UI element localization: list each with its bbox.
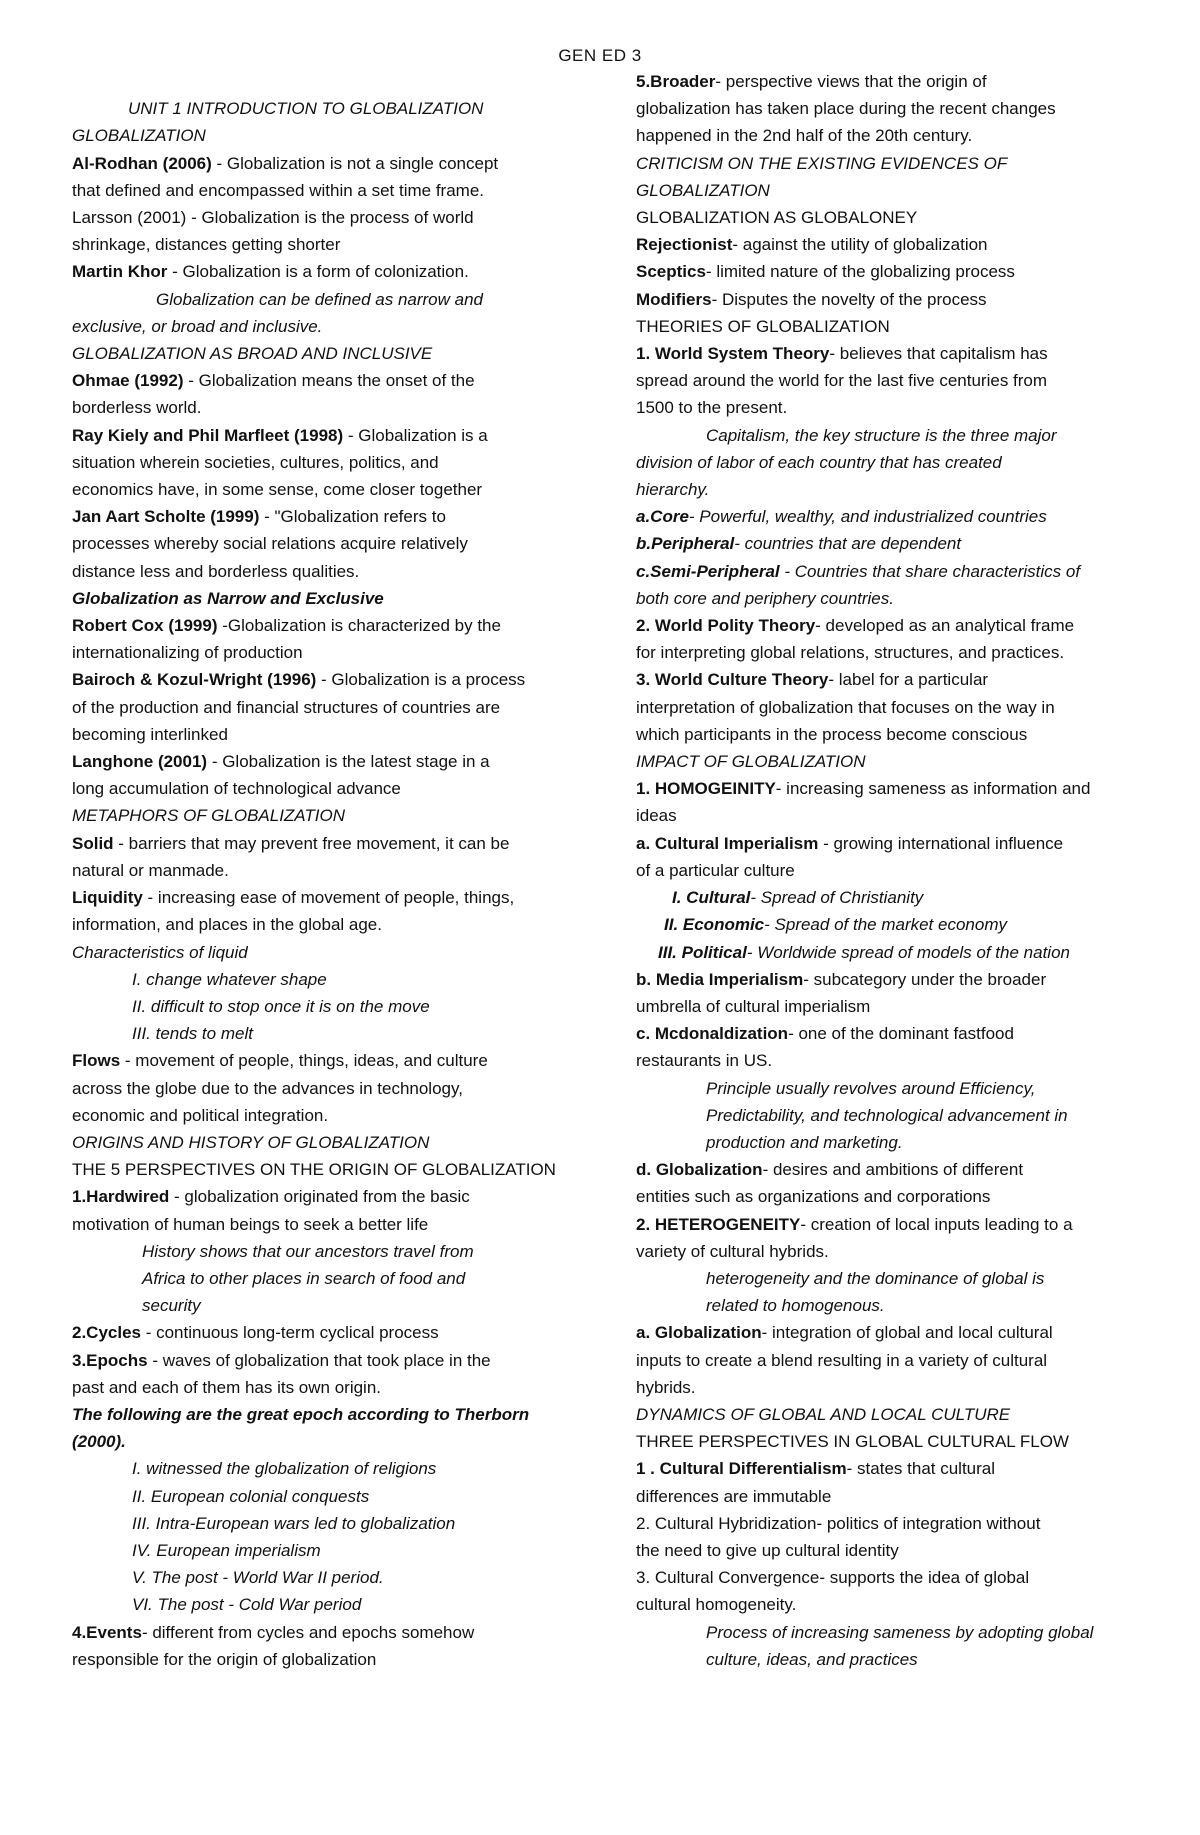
text-line (636, 1347, 1136, 1374)
text-line (72, 1455, 572, 1482)
line-text: distance less and borderless qualities. (72, 561, 360, 581)
line-text: for interpreting global relations, structures, and practices. (636, 643, 1065, 663)
text-line (636, 476, 1136, 503)
text-line (72, 503, 572, 530)
text-line (72, 639, 572, 666)
line-text: Globalization as Narrow and Exclusive (72, 588, 384, 608)
text-line (72, 585, 572, 612)
text-line (636, 966, 1136, 993)
term-label: a.Core (636, 507, 689, 527)
text-line (72, 1401, 572, 1428)
text-line (636, 150, 1136, 177)
line-text: - Countries that share characteristics of (779, 561, 1081, 581)
line-text: both core and periphery countries. (636, 588, 894, 608)
line-text: - growing international influence (818, 833, 1064, 853)
text-line (72, 313, 572, 340)
line-text: that defined and encompassed within a set time frame. (72, 180, 485, 200)
term-label: Sceptics (636, 262, 706, 282)
line-text: - developed as an analytical frame (815, 616, 1075, 636)
line-text: History shows that our ancestors travel from (142, 1241, 474, 1261)
line-text: culture, ideas, and practices (706, 1649, 918, 1669)
term-label: 2. HETEROGENEITY (636, 1214, 801, 1234)
text-line (636, 993, 1136, 1020)
line-text: III. tends to melt (132, 1024, 253, 1044)
line-text: - desires and ambitions of different (762, 1160, 1024, 1180)
line-text: - creation of local inputs leading to a (800, 1214, 1073, 1234)
line-text: past and each of them has its own origin. (72, 1377, 382, 1397)
text-line (72, 1564, 572, 1591)
line-text: Characteristics of liquid (72, 942, 248, 962)
text-line (72, 694, 572, 721)
text-line (636, 1047, 1136, 1074)
term-label: Flows (72, 1051, 121, 1071)
line-text: Predictability, and technological advancement in (706, 1105, 1068, 1125)
line-text: globalization has taken place during the recent changes (636, 99, 1056, 119)
line-text: 3. Cultural Convergence- supports the idea of global (636, 1568, 1030, 1588)
text-line (636, 721, 1136, 748)
line-text: CRITICISM ON THE EXISTING EVIDENCES OF (636, 153, 1008, 173)
line-text: VI. The post - Cold War period (132, 1595, 362, 1615)
text-line (636, 612, 1136, 639)
line-text: of a particular culture (636, 860, 795, 880)
left-column (72, 68, 572, 1673)
line-text: - globalization originated from the basic (169, 1187, 470, 1207)
text-line (72, 68, 572, 95)
line-text: ideas (636, 806, 677, 826)
text-line (636, 694, 1136, 721)
term-label: 3.Epochs (72, 1350, 148, 1370)
text-line (636, 775, 1136, 802)
term-label: c. Mcdonaldization (636, 1024, 789, 1044)
term-label: 1. HOMOGEINITY (636, 779, 776, 799)
text-line (636, 1211, 1136, 1238)
line-text: entities such as organizations and corporations (636, 1187, 991, 1207)
text-line (636, 68, 1136, 95)
text-line (636, 1455, 1136, 1482)
text-line (72, 1374, 572, 1401)
text-line (72, 1156, 572, 1183)
line-text: - perspective views that the origin of (715, 72, 987, 91)
text-line (636, 1183, 1136, 1210)
line-text: - Globalization means the onset of the (183, 371, 475, 391)
text-line (636, 1156, 1136, 1183)
text-line (72, 177, 572, 204)
term-label: Modifiers (636, 289, 712, 309)
text-line (636, 1020, 1136, 1047)
line-text: heterogeneity and the dominance of global is (706, 1268, 1045, 1288)
line-text: internationalizing of production (72, 643, 303, 663)
text-line (636, 1374, 1136, 1401)
line-text: - continuous long-term cyclical process (141, 1323, 439, 1343)
term-label: 2. World Polity Theory (636, 616, 816, 636)
line-text: - Globalization is not a single concept (211, 153, 499, 173)
line-text: THEORIES OF GLOBALIZATION (636, 316, 890, 336)
text-line (636, 830, 1136, 857)
text-line (636, 1129, 1136, 1156)
line-text: DYNAMICS OF GLOBAL AND LOCAL CULTURE (636, 1404, 1011, 1424)
term-label: 4.Events (72, 1622, 142, 1642)
line-text: - barriers that may prevent free movement, it can be (113, 833, 510, 853)
line-text: variety of cultural hybrids. (636, 1241, 829, 1261)
text-line (72, 476, 572, 503)
text-line (72, 993, 572, 1020)
line-text: hybrids. (636, 1377, 696, 1397)
text-line (72, 449, 572, 476)
text-line (72, 748, 572, 775)
line-text: - Powerful, wealthy, and industrialized countries (688, 507, 1047, 527)
text-line (636, 939, 1136, 966)
text-line (72, 775, 572, 802)
line-text: METAPHORS OF GLOBALIZATION (72, 806, 345, 826)
line-text: - Globalization is a (343, 425, 488, 445)
line-text: - Worldwide spread of models of the nation (746, 942, 1070, 962)
term-label: 5.Broader (636, 72, 716, 91)
text-line (636, 1401, 1136, 1428)
term-label: b.Peripheral (636, 534, 735, 554)
line-text: - Globalization is a process (316, 670, 526, 690)
text-line (72, 1211, 572, 1238)
term-label: Solid (72, 833, 114, 853)
line-text: - waves of globalization that took place in the (147, 1350, 491, 1370)
line-text: economics have, in some sense, come closer together (72, 480, 483, 500)
line-text: interpretation of globalization that focuses on the way in (636, 697, 1055, 717)
line-text: - one of the dominant fastfood (788, 1024, 1014, 1044)
line-text: - increasing ease of movement of people, things, (142, 888, 515, 908)
line-text: - increasing sameness as information and (775, 779, 1091, 799)
text-line (636, 802, 1136, 829)
text-line (72, 884, 572, 911)
line-text: Capitalism, the key structure is the three major (706, 425, 1057, 445)
text-line (72, 1319, 572, 1346)
text-line (72, 1537, 572, 1564)
term-label: Rejectionist (636, 235, 733, 255)
text-line (72, 1510, 572, 1537)
line-text: - "Globalization refers to (259, 507, 446, 527)
text-line (636, 286, 1136, 313)
text-line (72, 231, 572, 258)
text-line (636, 231, 1136, 258)
line-text: - integration of global and local cultural (761, 1323, 1053, 1343)
line-text: differences are immutable (636, 1486, 832, 1506)
term-label: Langhone (2001) (72, 752, 208, 772)
text-line (72, 939, 572, 966)
line-text: GLOBALIZATION AS BROAD AND INCLUSIVE (72, 344, 433, 364)
line-text: inputs to create a blend resulting in a variety of cultural (636, 1350, 1048, 1370)
text-line (636, 503, 1136, 530)
text-line (72, 802, 572, 829)
term-label: a. Cultural Imperialism (636, 833, 819, 853)
term-label: 2.Cycles (72, 1323, 141, 1343)
line-text: UNIT 1 INTRODUCTION TO GLOBALIZATION (128, 99, 484, 119)
line-text: THE 5 PERSPECTIVES ON THE ORIGIN OF GLOBALIZATION (72, 1160, 556, 1180)
text-line (72, 1102, 572, 1129)
text-line (72, 830, 572, 857)
term-label: II. Economic (664, 915, 765, 935)
line-text: production and marketing. (706, 1132, 903, 1152)
text-line (72, 258, 572, 285)
term-label: I. Cultural (672, 888, 751, 908)
text-line (636, 1646, 1136, 1673)
line-text: -Globalization is characterized by the (217, 616, 501, 636)
text-line (636, 1292, 1136, 1319)
text-line (636, 530, 1136, 557)
term-label: c.Semi-Peripheral (636, 561, 780, 581)
text-line (72, 1265, 572, 1292)
term-label: Al-Rodhan (2006) (72, 153, 212, 173)
text-line (636, 884, 1136, 911)
text-line (636, 1510, 1136, 1537)
text-line (72, 1646, 572, 1673)
text-line (636, 340, 1136, 367)
line-text: IV. European imperialism (132, 1540, 321, 1560)
text-line (636, 1319, 1136, 1346)
right-column (636, 68, 1136, 1673)
text-line (636, 1428, 1136, 1455)
text-line (636, 313, 1136, 340)
term-label: 1 . Cultural Differentialism (636, 1459, 847, 1479)
line-text: - believes that capitalism has (829, 344, 1048, 364)
term-label: d. Globalization (636, 1160, 763, 1180)
text-line (636, 857, 1136, 884)
line-text: ORIGINS AND HISTORY OF GLOBALIZATION (72, 1132, 430, 1152)
text-line (636, 639, 1136, 666)
line-text: Globalization can be defined as narrow and (156, 289, 483, 309)
term-label: Bairoch & Kozul-Wright (1996) (72, 670, 317, 690)
line-text: information, and places in the global age. (72, 915, 382, 935)
text-line (636, 449, 1136, 476)
text-line (636, 911, 1136, 938)
text-line (636, 204, 1136, 231)
text-line (72, 394, 572, 421)
line-text: umbrella of cultural imperialism (636, 996, 871, 1016)
text-line (636, 558, 1136, 585)
text-line (636, 585, 1136, 612)
line-text: security (142, 1296, 201, 1316)
line-text: borderless world. (72, 398, 202, 418)
text-line (72, 530, 572, 557)
line-text: - Globalization is a form of colonization. (167, 262, 469, 282)
line-text: - Globalization is the latest stage in a (207, 752, 490, 772)
line-text: GLOBALIZATION AS GLOBALONEY (636, 208, 918, 228)
line-text: - against the utility of globalization (732, 235, 988, 255)
line-text: cultural homogeneity. (636, 1595, 797, 1615)
line-text: - subcategory under the broader (803, 969, 1047, 989)
line-text: - Spread of Christianity (750, 888, 924, 908)
line-text: across the globe due to the advances in technology, (72, 1078, 463, 1098)
line-text: The following are the great epoch according to Therborn (72, 1404, 530, 1424)
line-text: THREE PERSPECTIVES IN GLOBAL CULTURAL FLOW (636, 1432, 1069, 1452)
line-text: shrinkage, distances getting shorter (72, 235, 341, 255)
text-line (72, 558, 572, 585)
line-text: long accumulation of technological advance (72, 779, 401, 799)
line-text: spread around the world for the last five centuries from (636, 371, 1048, 391)
line-text: 2. Cultural Hybridization- politics of integration without (636, 1513, 1041, 1533)
term-label: 3. World Culture Theory (636, 670, 829, 690)
text-line (72, 666, 572, 693)
text-line (72, 150, 572, 177)
line-text: IMPACT OF GLOBALIZATION (636, 752, 866, 772)
text-line (636, 1075, 1136, 1102)
text-line (72, 857, 572, 884)
term-label: III. Political (658, 942, 747, 962)
line-text: related to homogenous. (706, 1296, 885, 1316)
text-line (636, 258, 1136, 285)
line-text: - states that cultural (846, 1459, 996, 1479)
text-line (72, 204, 572, 231)
text-line (636, 122, 1136, 149)
line-text: - different from cycles and epochs somehow (141, 1622, 475, 1642)
line-text: division of labor of each country that has created (636, 452, 1002, 472)
text-line (72, 1129, 572, 1156)
line-text: happened in the 2nd half of the 20th century. (636, 126, 973, 146)
text-line (636, 1238, 1136, 1265)
page-title: GEN ED 3 (558, 46, 642, 65)
line-text: - movement of people, things, ideas, and culture (120, 1051, 488, 1071)
line-text: natural or manmade. (72, 860, 229, 880)
line-text: Larsson (2001) - Globalization is the process of world (72, 208, 474, 228)
text-line (636, 1265, 1136, 1292)
line-text: situation wherein societies, cultures, politics, and (72, 452, 439, 472)
text-line (72, 95, 572, 122)
line-text: - countries that are dependent (734, 534, 962, 554)
term-label: b. Media Imperialism (636, 969, 804, 989)
text-line (636, 748, 1136, 775)
text-line (72, 1292, 572, 1319)
line-text: hierarchy. (636, 480, 710, 500)
text-line (636, 177, 1136, 204)
line-text: processes whereby social relations acquire relatively (72, 534, 468, 554)
text-line (72, 286, 572, 313)
text-line (636, 394, 1136, 421)
term-label: Liquidity (72, 888, 143, 908)
line-text: (2000). (72, 1432, 126, 1452)
text-line (72, 1347, 572, 1374)
line-text: the need to give up cultural identity (636, 1540, 899, 1560)
line-text: I. change whatever shape (132, 969, 327, 989)
text-line (636, 1102, 1136, 1129)
term-label: Ray Kiely and Phil Marfleet (1998) (72, 425, 344, 445)
text-line (72, 422, 572, 449)
text-line (72, 1075, 572, 1102)
text-line (72, 1238, 572, 1265)
line-text: Africa to other places in search of food and (142, 1268, 466, 1288)
line-text: I. witnessed the globalization of religions (132, 1459, 437, 1479)
text-line (636, 367, 1136, 394)
line-text: which participants in the process become conscious (636, 724, 1028, 744)
text-line (636, 1591, 1136, 1618)
text-line (72, 340, 572, 367)
text-line (636, 422, 1136, 449)
text-line (72, 1428, 572, 1455)
term-label: Ohmae (1992) (72, 371, 184, 391)
line-text: V. The post - World War II period. (132, 1568, 384, 1588)
text-line (636, 1483, 1136, 1510)
text-line (72, 1183, 572, 1210)
text-line (72, 367, 572, 394)
text-line (636, 666, 1136, 693)
text-line (72, 1619, 572, 1646)
line-text: 1500 to the present. (636, 398, 788, 418)
text-line (636, 95, 1136, 122)
line-text: II. difficult to stop once it is on the move (132, 996, 430, 1016)
line-text: Process of increasing sameness by adopting global (706, 1622, 1094, 1642)
line-text: - limited nature of the globalizing process (705, 262, 1015, 282)
line-text: responsible for the origin of globalization (72, 1649, 377, 1669)
term-label: Robert Cox (1999) (72, 616, 218, 636)
line-text: restaurants in US. (636, 1051, 773, 1071)
text-line (72, 911, 572, 938)
line-text: II. European colonial conquests (132, 1486, 370, 1506)
line-text: exclusive, or broad and inclusive. (72, 316, 323, 336)
term-label: Jan Aart Scholte (1999) (72, 507, 260, 527)
line-text: - Spread of the market economy (764, 915, 1007, 935)
line-text: GLOBALIZATION (636, 180, 770, 200)
text-line (72, 1591, 572, 1618)
text-line (72, 1047, 572, 1074)
line-text: GLOBALIZATION (72, 126, 206, 146)
text-line (72, 1483, 572, 1510)
line-text: economic and political integration. (72, 1105, 329, 1125)
line-text: - Disputes the novelty of the process (711, 289, 987, 309)
text-line (72, 721, 572, 748)
text-line (72, 122, 572, 149)
term-label: Martin Khor (72, 262, 168, 282)
line-text: becoming interlinked (72, 724, 228, 744)
line-text: of the production and financial structures of countries are (72, 697, 501, 717)
text-line (72, 966, 572, 993)
term-label: 1. World System Theory (636, 344, 830, 364)
term-label: a. Globalization (636, 1323, 762, 1343)
text-line (72, 612, 572, 639)
line-text: III. Intra-European wars led to globalization (132, 1513, 456, 1533)
text-line (636, 1564, 1136, 1591)
text-line (636, 1619, 1136, 1646)
text-line (636, 1537, 1136, 1564)
term-label: 1.Hardwired (72, 1187, 170, 1207)
line-text: motivation of human beings to seek a better life (72, 1214, 429, 1234)
line-text: - label for a particular (828, 670, 989, 690)
line-text: Principle usually revolves around Efficiency, (706, 1078, 1036, 1098)
text-line (72, 1020, 572, 1047)
